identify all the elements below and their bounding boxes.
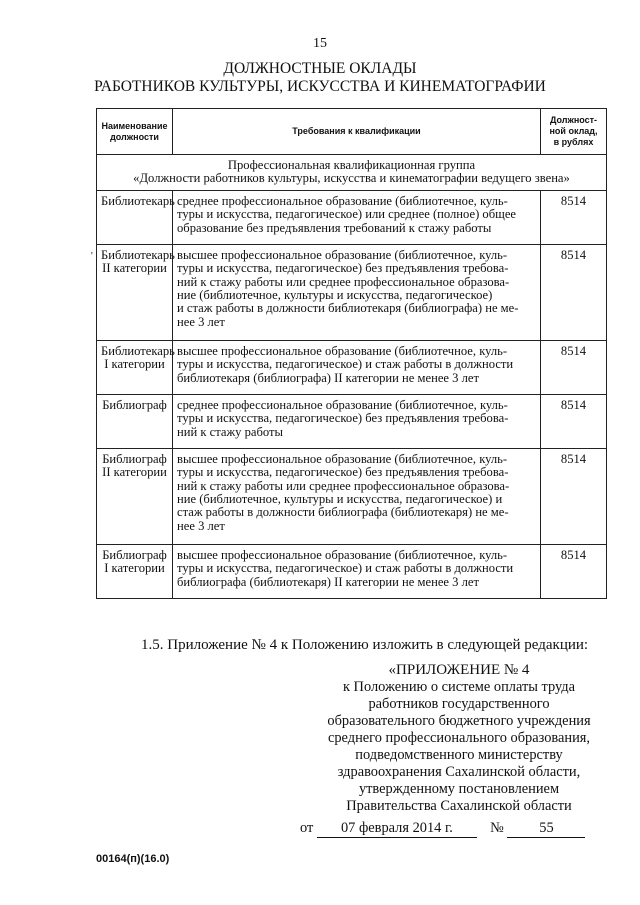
appendix-line: работников государственного: [368, 696, 550, 712]
requirement-line: туры и искусства, педагогическое) и стаж работы в должности: [177, 561, 514, 576]
position-name-line: Библиограф: [102, 397, 167, 412]
requirement-line: ние (библиотечное, культуры и искусства, педагогическое) и: [177, 492, 503, 507]
position-name-line: Библиограф: [102, 451, 167, 466]
appendix-line: утвержденному постановлением: [358, 781, 560, 797]
requirement-line: высшее профессиональное образование (библиотечное, куль-: [177, 547, 508, 562]
group-row: [97, 155, 607, 191]
requirement-line: высшее профессиональное образование (библиотечное, куль-: [177, 451, 508, 466]
position-name: [97, 448, 173, 544]
position-name-line: Библиограф: [102, 547, 167, 562]
requirements: [173, 340, 541, 394]
position-name-line: Библиотекарь: [101, 193, 175, 208]
resolution-reference: [300, 820, 585, 838]
requirement-line: ний к стажу работы: [177, 424, 284, 439]
requirements: [173, 190, 541, 244]
header-text: в рублях: [553, 137, 594, 147]
table-row: [97, 244, 607, 340]
requirements: [173, 244, 541, 340]
table-row: [97, 448, 607, 544]
header-position-name: [97, 109, 173, 155]
position-name-line: I категории: [104, 357, 165, 372]
group-line: Профессиональная квалификационная группа: [227, 158, 476, 172]
position-name-line: II категории: [102, 261, 167, 276]
requirement-line: ний к стажу работы или среднее профессиональное образова-: [177, 274, 510, 289]
header-text: должности: [110, 131, 159, 142]
position-name-line: II категории: [102, 465, 167, 480]
requirement-line: туры и искусства, педагогическое) без предъявления требова-: [177, 261, 509, 276]
salary-value: 8514: [541, 448, 607, 544]
appendix-line: подведомственного министерству: [355, 747, 563, 763]
requirement-line: библиографа (библиотекаря) II категории не менее 3 лет: [177, 574, 479, 589]
position-name-line: Библиотекарь: [101, 247, 175, 262]
document-code: 00164(п)(16.0): [96, 853, 170, 865]
appendix-line: среднего профессионального образования,: [327, 730, 591, 746]
header-text: Должност-: [549, 115, 598, 125]
table-row: [97, 190, 607, 244]
header-text: ной оклад,: [549, 126, 598, 136]
table-row: [97, 394, 607, 448]
section-paragraph: 1.5. Приложение № 4 к Положению изложить в следующей редакции:: [141, 637, 589, 653]
salary-table: [96, 108, 607, 599]
requirement-line: туры и искусства, педагогическое) без предъявления требова-: [177, 465, 509, 480]
header-text: Наименование: [101, 120, 168, 131]
position-name: [97, 244, 173, 340]
position-name: [97, 190, 173, 244]
position-name: [97, 340, 173, 394]
position-name: [97, 544, 173, 598]
position-name: [97, 394, 173, 448]
margin-mark: ': [91, 251, 93, 262]
appendix-line: здравоохранения Сахалинской области,: [337, 764, 581, 780]
appendix-block: [306, 662, 612, 815]
requirement-line: библиотекаря (библиографа) II категории не менее 3 лет: [177, 370, 479, 385]
appendix-line: образовательного бюджетного учреждения: [327, 713, 591, 729]
position-name-line: Библиотекарь: [101, 343, 175, 358]
requirement-line: стаж работы в должности библиографа (библиотекаря) не ме-: [177, 505, 509, 520]
salary-value: 8514: [541, 340, 607, 394]
requirement-line: туры и искусства, педагогическое) и стаж работы в должности: [177, 357, 514, 372]
qualification-group: [97, 155, 607, 191]
title-line-2: РАБОТНИКОВ КУЛЬТУРЫ, ИСКУССТВА И КИНЕМАТОГРАФИИ: [94, 78, 546, 95]
requirements: [173, 394, 541, 448]
appendix-line: к Положению о системе оплаты труда: [342, 679, 576, 695]
salary-value: 8514: [541, 544, 607, 598]
table-row: [97, 340, 607, 394]
appendix-heading: «ПРИЛОЖЕНИЕ № 4: [388, 662, 530, 678]
requirement-line: нее 3 лет: [177, 314, 225, 329]
requirement-line: высшее профессиональное образование (библиотечное, куль-: [177, 343, 508, 358]
requirement-line: высшее профессиональное образование (библиотечное, куль-: [177, 247, 508, 262]
header-salary: [541, 109, 607, 155]
requirement-line: ний к стажу работы или среднее профессиональное образова-: [177, 478, 510, 493]
appendix-line: Правительства Сахалинской области: [346, 798, 572, 814]
header-requirements: [173, 109, 541, 155]
table-row: [97, 544, 607, 598]
group-line: «Должности работников культуры, искусства и кинематографии ведущего звена»: [133, 171, 570, 186]
table-header-row: [97, 109, 607, 155]
requirements: [173, 448, 541, 544]
requirement-line: образование без предъявления требований к стажу работы: [177, 220, 492, 235]
requirement-line: ние (библиотечное, культуры и искусства, педагогическое): [177, 288, 493, 303]
document-title: [0, 60, 640, 96]
position-name-line: I категории: [104, 561, 165, 576]
resolution-number: 55: [507, 820, 585, 838]
page-number: 15: [313, 36, 327, 51]
salary-value: 8514: [541, 244, 607, 340]
salary-value: 8514: [541, 394, 607, 448]
requirement-line: нее 3 лет: [177, 518, 225, 533]
requirement-line: среднее профессиональное образование (библиотечное, куль-: [177, 193, 508, 208]
requirement-line: и стаж работы в должности библиотекаря (библиографа) не ме-: [177, 301, 519, 316]
title-line-1: ДОЛЖНОСТНЫЕ ОКЛАДЫ: [223, 60, 417, 77]
requirement-line: среднее профессиональное образование (библиотечное, куль-: [177, 397, 508, 412]
header-text: Требования к квалификации: [292, 126, 421, 136]
requirements: [173, 544, 541, 598]
requirement-line: туры и искусства, педагогическое) без предъявления требова-: [177, 411, 509, 426]
requirement-line: туры и искусства, педагогическое) или среднее (полное) общее: [177, 207, 516, 222]
salary-value: 8514: [541, 190, 607, 244]
number-label: №: [490, 820, 504, 836]
from-label: от: [300, 820, 314, 836]
resolution-date: 07 февраля 2014 г.: [317, 820, 477, 838]
